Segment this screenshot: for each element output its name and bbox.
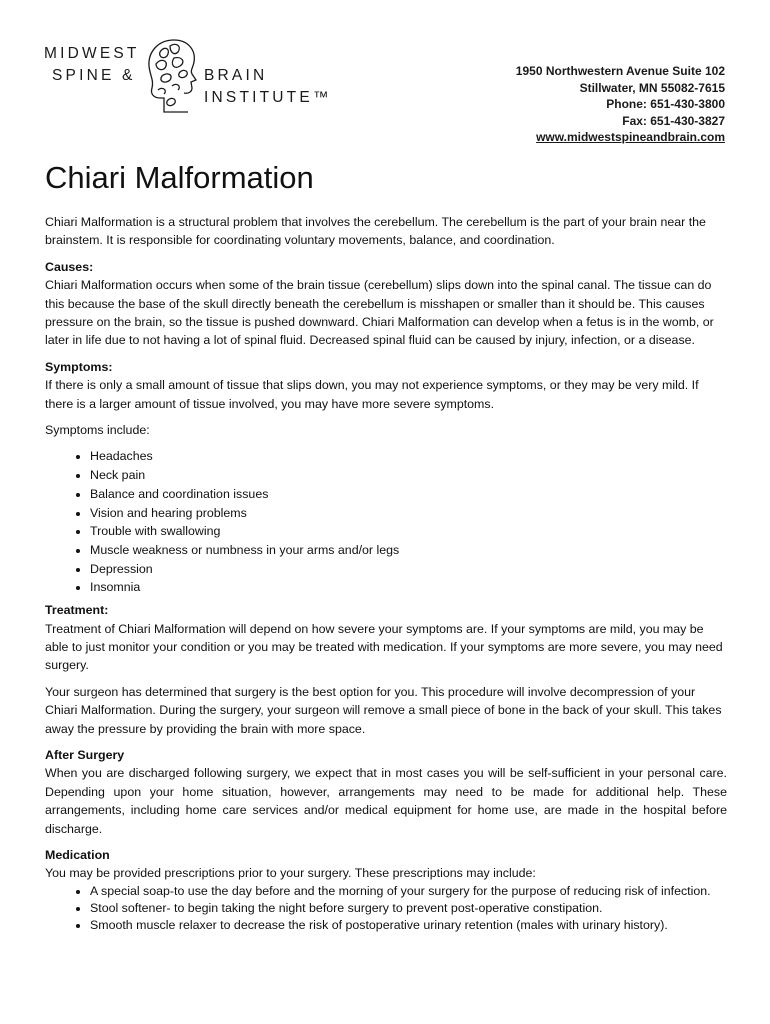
head-profile-icon [144, 38, 200, 116]
intro-paragraph: Chiari Malformation is a structural problem that involves the cerebellum. The cerebellum is the part of your brain near the brainstem. It is responsible for coordinating voluntary movements, balance, and coordination. [45, 215, 706, 248]
symptoms-list [45, 447, 727, 597]
symptoms-paragraph: If there is only a small amount of tissue that slips down, you may not experience symptoms, or they may be very mild. If there is a larger amount of tissue involved, you may have more severe symptoms. [45, 378, 699, 411]
list-item: • Insomnia [90, 578, 727, 597]
list-item: • Smooth muscle relaxer to decrease the risk of postoperative urinary retention (males with urinary history). [90, 917, 727, 934]
contact-address: 1950 Northwestern Avenue Suite 102 [515, 64, 725, 78]
document-body [45, 213, 727, 934]
medication-heading: Medication [45, 847, 110, 862]
organization-logo [44, 38, 344, 118]
list-item: • Neck pain [90, 466, 727, 485]
logo-word-institute: INSTITUTE™ [204, 89, 332, 106]
logo-word-spine: SPINE & [52, 67, 136, 84]
contact-city: Stillwater, MN 55082-7615 [579, 80, 725, 95]
page-title: Chiari Malformation [45, 160, 314, 195]
treatment-heading: Treatment: [45, 603, 109, 618]
treatment-paragraph-2: Your surgeon has determined that surgery is the best option for you. This procedure will involve decompression of your Chiari Malformation. During the surgery, your surgeon will remove a small piece of bone in the back of your skull. This takes away the pressure by providing the brain with more space. [45, 684, 722, 736]
list-item: • Stool softener- to begin taking the night before surgery to prevent post-operative constipation. [90, 900, 727, 917]
list-item: • Trouble with swallowing [90, 522, 727, 541]
list-item: • Depression [90, 560, 727, 579]
list-item: • A special soap-to use the day before and the morning of your surgery for the purpose of reducing risk of infection. [90, 883, 727, 900]
after-surgery-heading: After Surgery [45, 747, 125, 762]
symptoms-include-label: Symptoms include: [45, 423, 150, 438]
contact-fax: Fax: 651-430-3827 [622, 113, 725, 128]
logo-word-brain: BRAIN [204, 67, 268, 84]
causes-heading: Causes: [45, 259, 94, 274]
list-item: • Headaches [90, 447, 727, 466]
contact-block [516, 63, 725, 146]
medication-list [45, 883, 727, 934]
after-surgery-paragraph: When you are discharged following surgery, we expect that in most cases you will be self-sufficient in your personal care. Depending upon your home situation, however, arrangements may need to be made for additional help. These arrangements, including home care services and/or medical equipment for home use, are made in the hospital before discharge. [45, 766, 727, 836]
contact-phone: Phone: 651-430-3800 [606, 97, 725, 111]
causes-paragraph: Chiari Malformation occurs when some of the brain tissue (cerebellum) slips down into the spinal canal. The tissue can do this because the base of the skull directly beneath the cerebellum is misshapen or smaller than it should be. This causes pressure on the brain, so the tissue is pushed downward. Chiari Malformation can develop when a fetus is in the womb, or later in life due to not having a lot of spinal fluid. Decreased spinal fluid can be caused by injury, infection, or a disease. [45, 278, 714, 348]
logo-word-midwest: MIDWEST [44, 45, 140, 62]
list-item: • Vision and hearing problems [90, 504, 727, 523]
list-item: • Balance and coordination issues [90, 485, 727, 504]
treatment-paragraph-1: Treatment of Chiari Malformation will depend on how severe your symptoms are. If your symptoms are mild, you may be able to just monitor your condition or you may be treated with medication. If your symptoms are more severe, you may need surgery. [45, 621, 723, 673]
website-link[interactable]: www.midwestspineandbrain.com [536, 130, 725, 144]
medication-paragraph: You may be provided prescriptions prior to your surgery. These prescriptions may include: [45, 866, 536, 881]
symptoms-heading: Symptoms: [45, 359, 113, 374]
list-item: • Muscle weakness or numbness in your arms and/or legs [90, 541, 727, 560]
